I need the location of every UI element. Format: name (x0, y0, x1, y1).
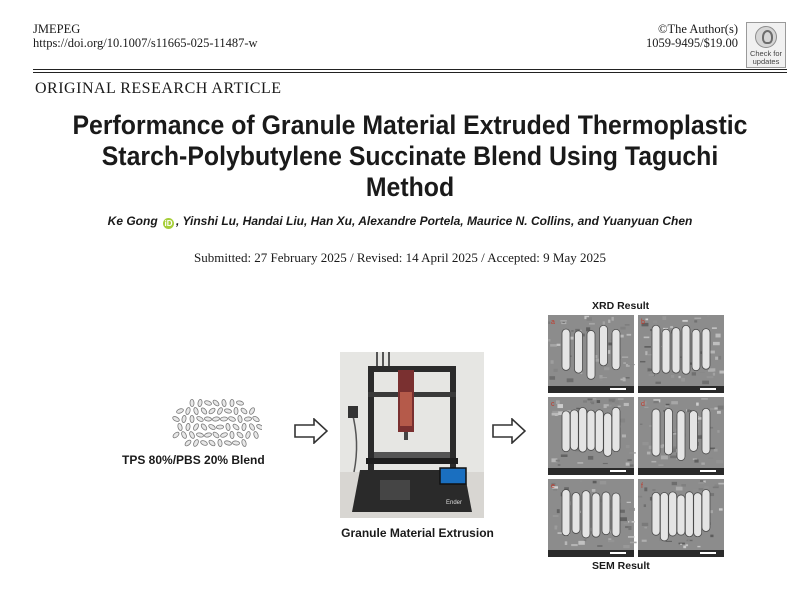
sem-panel (638, 479, 724, 557)
granule-pellet (225, 423, 230, 431)
right-arrow-icon (294, 418, 328, 444)
sem-panel (548, 315, 635, 393)
granule-label: TPS 80%/PBS 20% Blend (122, 453, 265, 467)
granule-pellet (208, 439, 216, 447)
granule-pellet (190, 399, 194, 406)
granule-pellet (189, 431, 196, 439)
journal-name: JMEPEG (33, 22, 81, 36)
granule-pellet (232, 423, 240, 431)
granule-pellet (200, 440, 208, 447)
granule-pellet (185, 423, 190, 431)
granule-pellet (181, 431, 188, 439)
granule-pellet (181, 415, 186, 423)
granule-pellet (220, 432, 228, 438)
granule-pellet (204, 416, 212, 421)
granule-pellet (204, 432, 212, 438)
first-author[interactable]: Ke Gong (107, 214, 158, 228)
orcid-icon[interactable]: iD (164, 219, 173, 228)
granule-pellet (244, 417, 252, 422)
granule-pellet (242, 423, 247, 431)
granule-pellet (230, 399, 234, 406)
issn-price: 1059-9495/$19.00 (645, 36, 738, 50)
submission-dates: Submitted: 27 February 2025 / Revised: 14 April 2025 / Accepted: 9 May 2025 (194, 250, 606, 265)
journal-header (33, 22, 258, 50)
granule-pellet (216, 425, 223, 429)
granule-pellet (193, 407, 199, 415)
granule-pellet (237, 415, 242, 423)
sem-panel-letter: e (551, 483, 555, 490)
granule-pellet (241, 439, 247, 447)
copyright-text: ©The Author(s) (658, 22, 738, 36)
right-arrow-icon (492, 418, 526, 444)
sem-panel (638, 315, 724, 393)
article-title (70, 110, 751, 203)
granule-pellet (196, 415, 204, 422)
sem-panel-letter: d (641, 401, 645, 408)
sem-panel (638, 397, 724, 475)
granule-pellet (217, 439, 222, 447)
granule-pellet (236, 400, 244, 406)
article-type: ORIGINAL RESEARCH ARTICLE (35, 80, 282, 97)
granule-pellet (184, 439, 192, 447)
granule-pellet (232, 441, 240, 446)
sem-panel (548, 479, 637, 557)
sem-panel-letter: c (551, 401, 555, 408)
granule-pellet (204, 400, 212, 406)
other-authors: , Yinshi Lu, Handai Liu, Han Xu, Alexandre Portela, Maurice N. Collins, and Yuanyuan Chen (176, 214, 693, 228)
granule-pellet (252, 415, 260, 422)
granule-pellet (197, 399, 202, 407)
sem-panel-letter: a (551, 319, 555, 326)
granule-pellet (248, 407, 255, 415)
3d-printer-photo (340, 352, 484, 518)
granule-pellet (208, 407, 216, 415)
granule-pellet (228, 416, 236, 422)
granule-pellet (200, 407, 208, 415)
granule-pellet (245, 431, 251, 439)
sem-panel-letter: f (641, 483, 643, 490)
granule-pellet (212, 431, 220, 439)
check-updates-line2: updates (752, 57, 780, 66)
granule-pellet (240, 407, 248, 415)
granule-pellet (212, 399, 220, 407)
granule-pellet (236, 431, 244, 439)
granule-pellet (192, 423, 199, 431)
granule-pellet (172, 431, 180, 439)
check-updates-icon (755, 26, 777, 48)
doi-link[interactable]: https://doi.org/10.1007/s11665-025-11487-w (33, 36, 258, 50)
granule-pellet (224, 408, 232, 414)
title-line-1: Performance of Granule Material Extruded Thermoplastic (72, 110, 748, 140)
granule-pellet (256, 424, 262, 431)
check-for-updates-badge[interactable] (746, 22, 786, 68)
title-line-3: Method (365, 172, 455, 202)
granule-pellet (185, 407, 191, 415)
sem-result-label: SEM Result (592, 560, 650, 572)
xrd-result-label: XRD Result (592, 300, 650, 312)
granule-pellet (248, 423, 255, 431)
printer-brand-label: Ender (446, 500, 463, 506)
granule-pellet (177, 423, 183, 431)
granule-pellet (190, 415, 194, 422)
granule-pellet (217, 407, 224, 415)
granule-pellets-icon (170, 398, 262, 448)
granule-pellet (224, 440, 232, 446)
granule-pellet (212, 416, 220, 421)
granule-pellet (193, 439, 200, 447)
granule-pellet (220, 417, 228, 422)
extrusion-label: Granule Material Extrusion (341, 526, 494, 540)
check-updates-line1: Check for (749, 49, 783, 58)
granule-pellet (200, 423, 208, 431)
rights-block (646, 22, 738, 50)
granule-pellet (176, 408, 184, 414)
granule-pellet (221, 399, 226, 407)
header-rule-top (33, 69, 787, 70)
sem-panel-letter: b (641, 319, 645, 326)
sem-image-grid (548, 315, 724, 557)
granule-pellet (230, 431, 235, 439)
title-line-2: Starch-Polybutylene Succinate Blend Using Taguchi (101, 141, 719, 171)
granule-pellet (253, 431, 259, 439)
sem-panel (548, 397, 636, 475)
granule-pellet (234, 407, 238, 414)
granule-pellet (196, 432, 204, 438)
granule-pellet (172, 416, 180, 423)
author-list (0, 214, 800, 229)
granule-pellet (208, 423, 216, 430)
header-rule-bottom (33, 72, 787, 73)
